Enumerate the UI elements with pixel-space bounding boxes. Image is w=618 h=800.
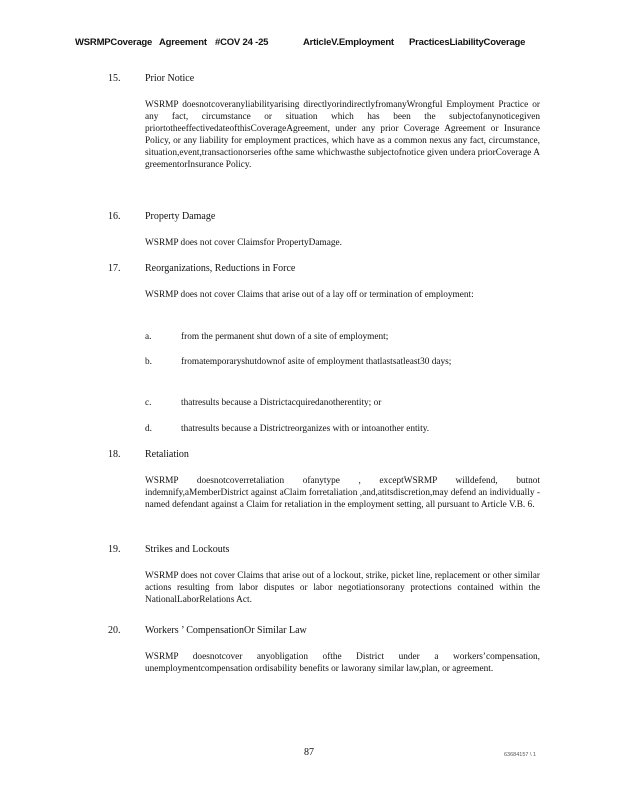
section-title: Reorganizations, Reductions in Force xyxy=(145,263,296,274)
header-part-2: Agreement xyxy=(159,37,207,48)
section-number: 18. xyxy=(108,449,121,460)
section-number: 17. xyxy=(108,263,121,274)
list-item-letter: a. xyxy=(145,332,152,342)
page-header xyxy=(75,37,545,53)
list-item-text: fromatemporaryshutdownof asite of employment thatlastsatleast30 days; xyxy=(181,357,452,367)
section-number: 16. xyxy=(108,211,121,222)
header-part-4: ArticleV.Employment xyxy=(303,37,394,48)
list-item-text: thatresults because a Districtreorganizes with or intoanother entity. xyxy=(181,424,430,434)
list-item-text: from the permanent shut down of a site of employment; xyxy=(181,332,389,342)
section-body: WSRMP doesnotcover anyobligation ofthe District under a workers’compensation, unemploymentcompensation ordisability benefits or laworany similar law,plan, or agreement. xyxy=(145,652,540,674)
page-number: 87 xyxy=(304,747,314,758)
section-body: WSRMP does not cover Claims that arise out of a lockout, strike, picket line, replacement or other similar actions resulting from labor disputes or labor negotiationsorany protections contained within the NationalLaborRelations Act. xyxy=(145,571,540,605)
section-title: Strikes and Lockouts xyxy=(145,544,230,555)
header-part-1: WSRMPCoverage xyxy=(75,37,153,48)
list-item-letter: b. xyxy=(145,357,152,367)
section-body: WSRMP does not cover Claims that arise out of a lay off or termination of employment: xyxy=(145,290,474,300)
section-body: WSRMP doesnotcoveranyliabilityarising directlyorindirectlyfromanyWrongful Employment Practice or any fact, circumstance or situation which has been the subjectofanynoticegiven priortotheeffectivedateofthisCoverageAgreement, under any prior Coverage Agreement or Insurance Policy, or any liability for employment practices, which have as a common nexus any fact, circumstance, situation,event,transactionorseries ofthe same whichwasthe subjectofnotice given undera priorCoverage A greementorInsurance Policy. xyxy=(145,100,540,170)
section-title: Prior Notice xyxy=(145,73,195,84)
header-part-3: #COV 24 -25 xyxy=(215,37,269,48)
list-item-letter: d. xyxy=(145,424,152,434)
list-item-text: thatresults because a Districtacquiredanotherentity; or xyxy=(181,398,382,408)
header-part-5: PracticesLiabilityCoverage xyxy=(409,37,526,48)
section-body: WSRMP doesnotcoverretaliation ofanytype , exceptWSRMP willdefend, butnot indemnify,aMemberDistrict against aClaim forretaliation ,and,atitsdiscretion,may defend an individually -named defendant against a Claim for retaliation in the employment setting, all pursuant to Article V.B. 6. xyxy=(145,476,540,510)
section-title: Property Damage xyxy=(145,211,216,222)
section-title: Retaliation xyxy=(145,449,189,460)
section-number: 15. xyxy=(108,73,121,84)
document-code: 63684157 \ 1 xyxy=(504,752,537,758)
section-number: 20. xyxy=(108,625,121,636)
section-number: 19. xyxy=(108,544,121,555)
section-body: WSRMP does not cover Claimsfor PropertyDamage. xyxy=(145,238,342,248)
list-item-letter: c. xyxy=(145,398,152,408)
section-title: Workers ’ CompensationOr Similar Law xyxy=(145,625,307,636)
